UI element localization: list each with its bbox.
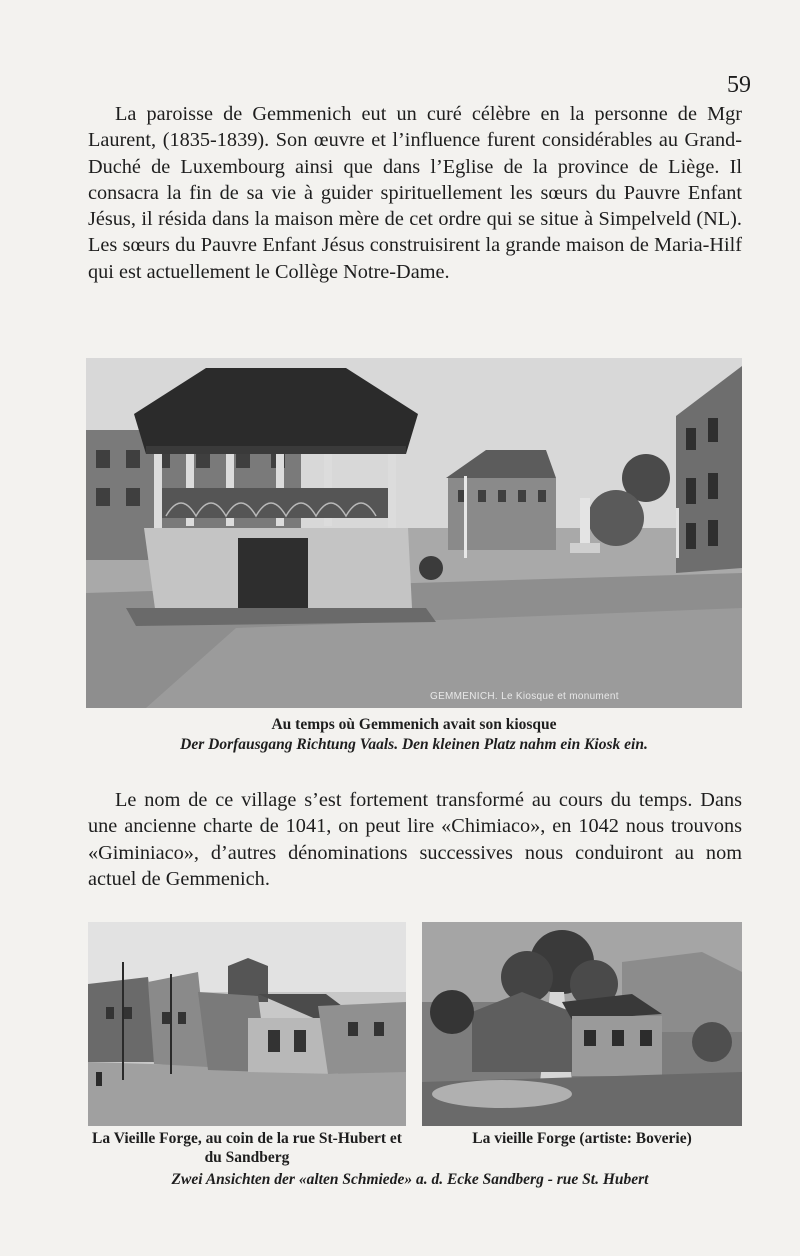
left-figure-caption: La Vieille Forge, au coin de la rue St-Hubert et du Sandberg xyxy=(92,1130,402,1166)
paragraph-parish: La paroisse de Gemmenich eut un curé célèbre en la personne de Mgr Laurent, (1835-1839). Son œuvre et l’influence furent considérables au Grand-Duché de Luxembourg ainsi que dans l’Eglise de la province de Liège. Il consacra la fin de sa vie à guider spirituellement les sœurs du Pauvre Enfant Jésus, il résida dans la maison mère de cet ordre qui se situe à Simpelveld (NL). Les sœurs du Pauvre Enfant Jésus construisirent la grande maison de Maria-Hilf qui est actuellement le Collège Notre-Dame. xyxy=(88,103,742,283)
old-forge-painting xyxy=(422,922,742,1126)
old-forge-photo xyxy=(88,922,406,1126)
right-figure-caption: La vieille Forge (artiste: Boverie) xyxy=(472,1130,692,1147)
figure-caption-de-2: Zwei Ansichten der «alten Schmiede» a. d. Ecke Sandberg - rue St. Hubert xyxy=(171,1171,649,1188)
photo-caption: GEMMENICH. Le Kiosque et monument xyxy=(430,691,619,702)
paragraph-village-name: Le nom de ce village s’est fortement transformé au cours du temps. Dans une ancienne charte de 1041, on peut lire «Chimiaco», en 1042 nous trouvons «Giminiaco», d’autres dénominations successives nous conduiront au nom actuel de Gemmenich. xyxy=(88,789,742,890)
page-number: 59 xyxy=(727,72,751,98)
kiosk-photo xyxy=(86,358,742,708)
figure-caption-fr: Au temps où Gemmenich avait son kiosque xyxy=(271,716,557,733)
figure-caption-de: Der Dorfausgang Richtung Vaals. Den kleinen Platz nahm ein Kiosk ein. xyxy=(180,736,648,753)
